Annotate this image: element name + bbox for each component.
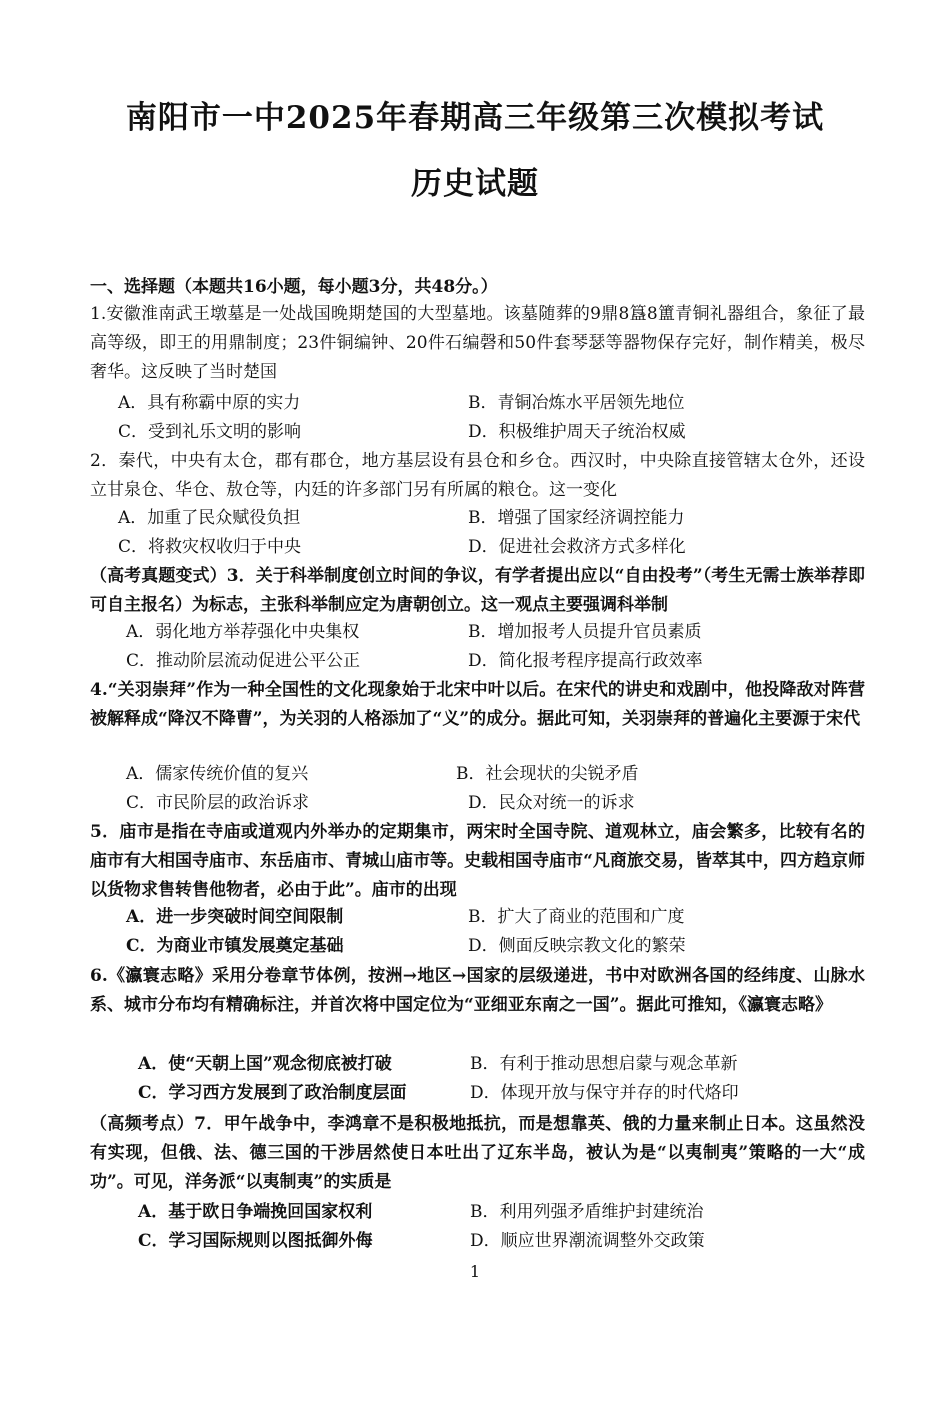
question-1-option-c: C．受到礼乐文明的影响: [118, 422, 302, 442]
question-2-option-d: D．促进社会救济方式多样化: [468, 537, 686, 557]
question-1-option-a: A．具有称霸中原的实力: [118, 393, 301, 413]
question-2-option-b: B．增强了国家经济调控能力: [468, 508, 685, 528]
question-5-option-c: C．为商业市镇发展奠定基础: [126, 936, 344, 956]
question-6-option-a: A．使“天朝上国”观念彻底被打破: [138, 1054, 392, 1074]
question-6-option-c: C．学习西方发展到了政治制度层面: [138, 1083, 407, 1103]
question-7-stem: （高频考点）7．甲午战争中，李鸿章不是积极地抵抗，而是想靠英、俄的力量来制止日本。这虽然没有实现，但俄、法、德三国的干涉居然使日本吐出了辽东半岛，被认为是“以夷制夷”策略的一大“成功”。可见，洋务派“以夷制夷”的实质是: [90, 1114, 865, 1192]
question-1-stem: 1.安徽淮南武王墩墓是一处战国晚期楚国的大型墓地。该墓随葬的9鼎8簋8簠青铜礼器组合，象征了最高等级，即王的用鼎制度；23件铜编钟、20件石编磬和50件套琴瑟等器物保存完好，制作精美，极尽奢华。这反映了当时楚国: [90, 304, 865, 382]
section-heading: 一、选择题（本题共16小题，每小题3分，共48分。）: [90, 277, 498, 297]
question-2-option-a: A．加重了民众赋役负担: [118, 508, 301, 528]
question-4-option-a: A．儒家传统价值的复兴: [126, 764, 309, 784]
question-4-option-b: B．社会现状的尖锐矛盾: [456, 764, 639, 784]
question-5-option-a: A．进一步突破时间空间限制: [126, 907, 344, 927]
exam-title: 南阳市一中2025年春期高三年级第三次模拟考试: [125, 100, 825, 136]
question-7-option-c: C．学习国际规则以图抵御外侮: [138, 1231, 373, 1251]
question-6-option-d: D．体现开放与保守并存的时代烙印: [470, 1083, 739, 1103]
page-number: 1: [469, 1262, 481, 1281]
question-2-option-c: C．将救灾权收归于中央: [118, 537, 302, 557]
question-1-option-b: B．青铜冶炼水平居领先地位: [468, 393, 685, 413]
question-6-stem: 6.《瀛寰志略》采用分卷章节体例，按洲→地区→国家的层级递进，书中对欧洲各国的经纬度、山脉水系、城市分布均有精确标注，并首次将中国定位为“亚细亚东南之一国”。据此可推知，《瀛寰志略》: [90, 966, 865, 1015]
question-3-option-d: D．简化报考程序提高行政效率: [468, 651, 703, 671]
question-6-option-b: B．有利于推动思想启蒙与观念革新: [470, 1054, 738, 1074]
question-7-option-b: B．利用列强矛盾维护封建统治: [470, 1202, 704, 1222]
question-5-option-d: D．侧面反映宗教文化的繁荣: [468, 936, 686, 956]
question-1-option-d: D．积极维护周天子统治权威: [468, 422, 686, 442]
question-7-option-a: A．基于欧日争端挽回国家权利: [138, 1202, 373, 1222]
question-5-stem: 5．庙市是指在寺庙或道观内外举办的定期集市，两宋时全国寺院、道观林立，庙会繁多，比较有名的庙市有大相国寺庙市、东岳庙市、青城山庙市等。史载相国寺庙市“凡商旅交易，皆萃其中，四方趋京师以货物求售转售他物者，必由于此”。庙市的出现: [90, 822, 865, 900]
question-7-option-d: D．顺应世界潮流调整外交政策: [470, 1231, 705, 1251]
question-3-stem: （高考真题变式）3．关于科举制度创立时间的争议，有学者提出应以“自由投考”（考生无需士族举荐即可自主报名）为标志，主张科举制应定为唐朝创立。这一观点主要强调科举制: [90, 566, 865, 615]
question-3-option-a: A．弱化地方举荐强化中央集权: [126, 622, 360, 642]
question-4-stem: 4.“关羽崇拜”作为一种全国性的文化现象始于北宋中叶以后。在宋代的讲史和戏剧中，他投降敌对阵营被解释成“降汉不降曹”，为关羽的人格添加了“义”的成分。据此可知，关羽崇拜的普遍化主要源于宋代: [90, 680, 865, 729]
exam-subtitle: 历史试题: [411, 166, 539, 202]
question-5-option-b: B．扩大了商业的范围和广度: [468, 907, 685, 927]
question-2-stem: 2．秦代，中央有太仓，郡有郡仓，地方基层设有县仓和乡仓。西汉时，中央除直接管辖太仓外，还设立甘泉仓、华仓、敖仓等，内廷的许多部门另有所属的粮仓。这一变化: [90, 451, 865, 500]
question-4-option-c: C．市民阶层的政治诉求: [126, 793, 310, 813]
question-3-option-b: B．增加报考人员提升官员素质: [468, 622, 702, 642]
question-3-option-c: C．推动阶层流动促进公平公正: [126, 651, 361, 671]
question-4-option-d: D．民众对统一的诉求: [468, 793, 635, 813]
